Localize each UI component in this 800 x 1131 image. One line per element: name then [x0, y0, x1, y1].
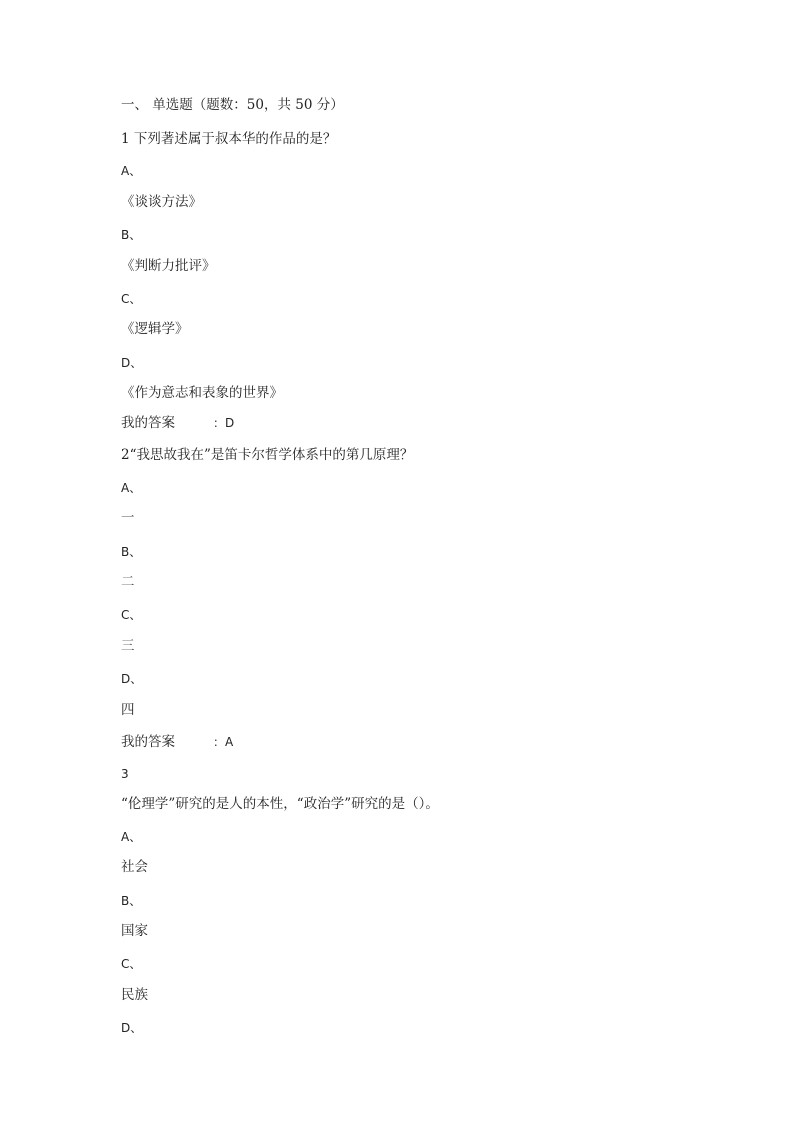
question-1-option-d-letter: D、 [121, 356, 143, 370]
question-1-prompt: 1 下列著述属于叔本华的作品的是？ [121, 131, 337, 147]
question-3-prompt: “伦理学”研究的是人的本性，“政治学”研究的是（）。 [121, 796, 439, 812]
question-1-option-c-letter: C、 [121, 292, 142, 306]
question-2-option-b-text: 二 [121, 574, 135, 590]
question-2-option-c-text: 三 [121, 638, 135, 654]
question-1-answer [121, 414, 234, 432]
question-2-answer [121, 733, 233, 751]
question-3-option-b-letter: B、 [121, 894, 142, 908]
question-1-option-c-text: 《逻辑学》 [121, 321, 189, 337]
question-2-prompt: 2“我思故我在”是笛卡尔哲学体系中的第几原理？ [121, 447, 414, 463]
question-1-option-d-text: 《作为意志和表象的世界》 [121, 385, 283, 401]
question-3-option-c-letter: C、 [121, 957, 142, 971]
question-3-option-c-text: 民族 [121, 987, 148, 1003]
question-2-option-a-letter: A、 [121, 481, 142, 495]
question-2-option-b-letter: B、 [121, 545, 142, 559]
question-1-option-b-text: 《判断力批评》 [121, 258, 216, 274]
question-2-option-c-letter: C、 [121, 608, 142, 622]
question-2-option-d-text: 四 [121, 702, 135, 718]
question-2-option-d-letter: D、 [121, 672, 143, 686]
question-3-option-a-text: 社会 [121, 859, 148, 875]
question-3-option-a-letter: A、 [121, 830, 142, 844]
answer-value: ：A [213, 735, 234, 749]
question-1-option-a-letter: A、 [121, 164, 142, 178]
question-3-number: 3 [121, 767, 129, 781]
question-1-option-a-text: 《谈谈方法》 [121, 194, 202, 210]
question-1-option-b-letter: B、 [121, 228, 142, 242]
question-2-option-a-text: 一 [121, 510, 135, 526]
section-heading: 一、 单选题（题数：50，共 50 分） [121, 97, 344, 113]
answer-label: 我的答案 [121, 734, 175, 750]
answer-label: 我的答案 [121, 415, 175, 431]
question-3-option-d-letter: D、 [121, 1021, 143, 1035]
question-3-option-b-text: 国家 [121, 923, 148, 939]
answer-value: ：D [213, 416, 235, 430]
